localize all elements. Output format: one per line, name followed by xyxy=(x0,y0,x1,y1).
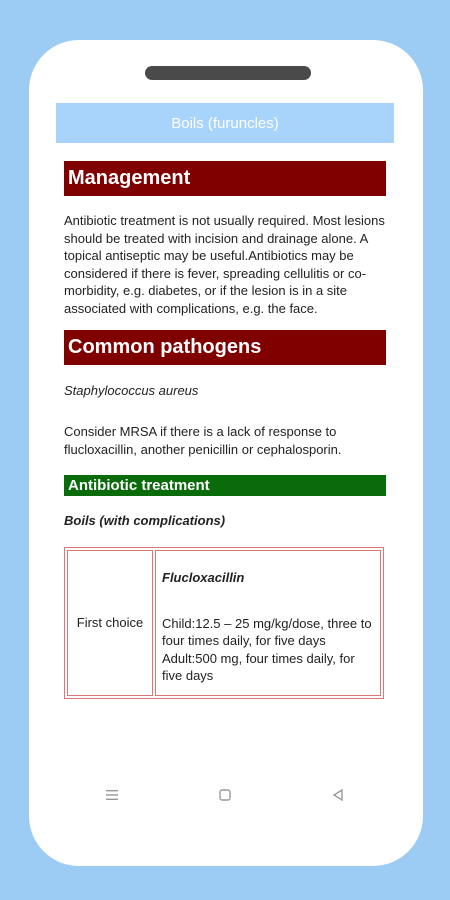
child-dose: Child:12.5 – 25 mg/kg/dose, three to four times daily, for five days xyxy=(162,615,372,649)
management-text: Antibiotic treatment is not usually required. Most lesions should be treated with incision and drainage alone. A topical antiseptic may be useful.Antibiotics may be considered if there is fever, spreading cellulitis or co-morbidity, e.g. diabetes, or if the lesion is in a site associated with complications, e.g. the face. xyxy=(64,213,385,316)
menu-icon xyxy=(105,789,119,801)
app-bar xyxy=(56,103,394,143)
drug-cell xyxy=(155,550,381,696)
back-triangle-icon xyxy=(331,788,345,802)
system-nav-bar xyxy=(56,773,394,819)
management-heading: Management xyxy=(64,161,386,196)
antibiotic-treatment-heading: Antibiotic treatment xyxy=(64,475,386,496)
common-pathogens-heading: Common pathogens xyxy=(64,330,386,365)
pathogen-organism: Staphylococcus aureus xyxy=(64,382,199,398)
treatment-subheading: Boils (with complications) xyxy=(64,513,226,529)
choice-label: First choice xyxy=(67,550,153,696)
adult-dose: Adult:500 mg, four times daily, for five days xyxy=(162,650,355,684)
treatment-table xyxy=(64,547,384,699)
home-button[interactable] xyxy=(195,788,255,805)
back-button[interactable] xyxy=(308,788,368,805)
phone-speaker xyxy=(145,66,311,80)
drug-name: Flucloxacillin xyxy=(162,569,245,585)
mrsa-note: Consider MRSA if there is a lack of response to flucloxacillin, another penicillin or cephalosporin. xyxy=(64,424,342,457)
menu-button[interactable] xyxy=(82,788,142,804)
content-area[interactable] xyxy=(64,161,386,699)
app-screen xyxy=(56,103,394,773)
page-title: Boils (furuncles) xyxy=(171,114,279,132)
table-row xyxy=(67,550,381,696)
phone-frame xyxy=(29,40,423,866)
home-square-icon xyxy=(218,788,232,802)
